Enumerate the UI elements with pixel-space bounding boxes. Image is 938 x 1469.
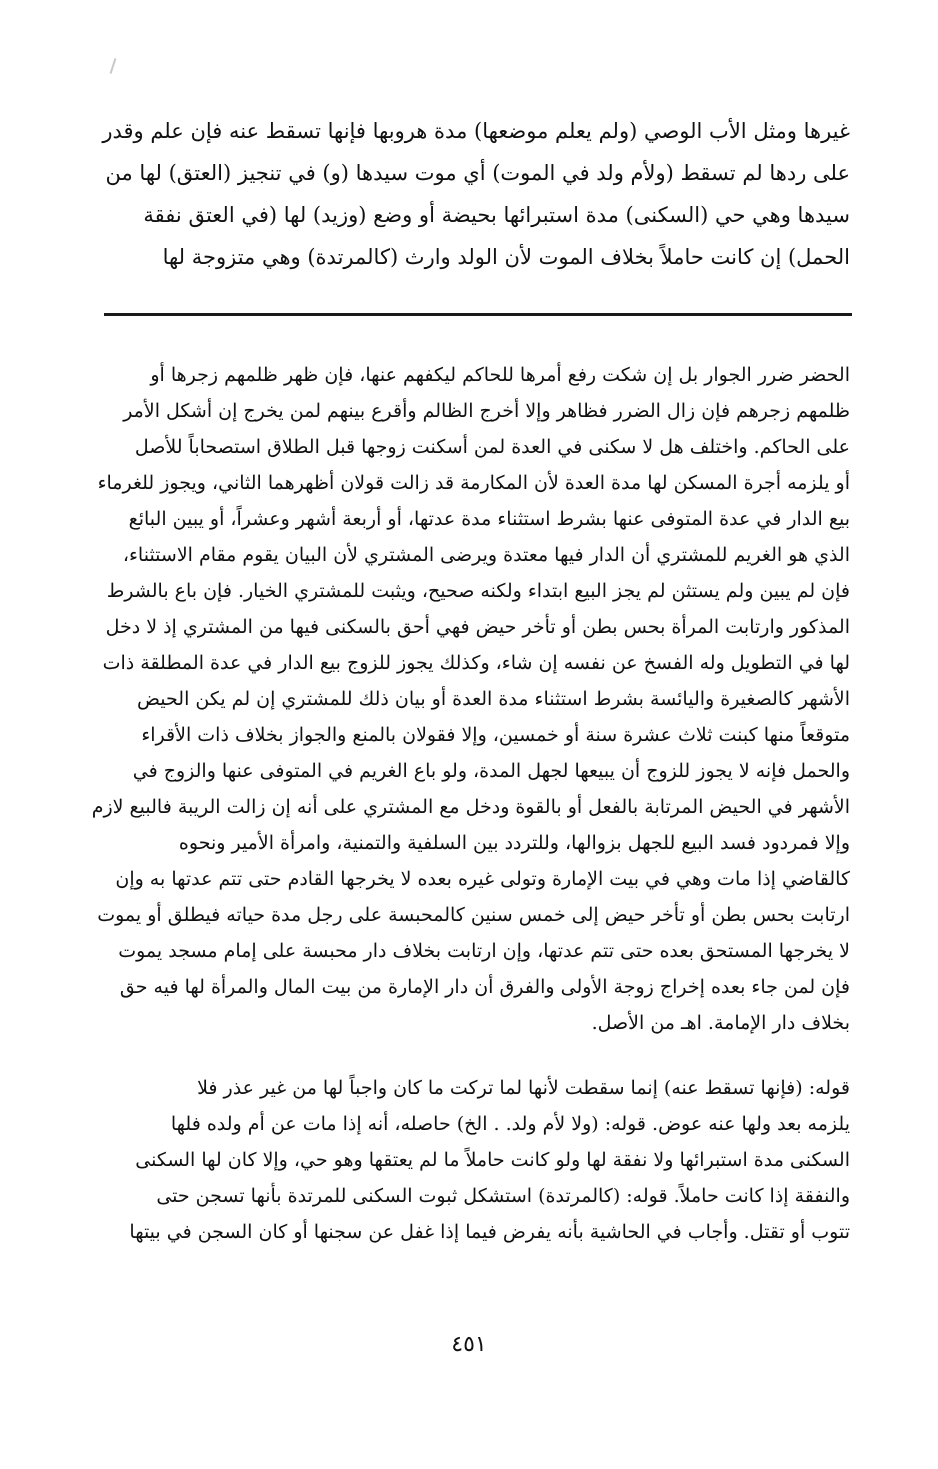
commentary-line: وإلا فمردود فسد البيع للجهل بزوالها، وللتردد بين السلفية والتمنية، وامرأة الأمير ونحوه	[178, 832, 850, 854]
commentary-line: ارتابت بحس بطن أو تأخر حيض إلى خمس سنين كالمحبسة على رجل مدة حياته فيطلق أو يموت	[97, 904, 850, 926]
commentary-line: ظلمهم زجرهم فإن زال الضرر فظاهر وإلا أخرج الظالم وأقرع بينهم لمن يخرج إن أشكل الأمر	[123, 400, 850, 422]
commentary-line: الذي هو الغريم للمشتري أن الدار فيها معتدة ويرضى المشتري لأن البيان يقوم مقام الاستثناء،	[122, 544, 850, 566]
commentary-line: على الحاكم. واختلف هل لا سكنى في العدة لمن أسكنت زوجها قبل الطلاق استصحاباً للأصل	[134, 436, 850, 458]
comment-line: السكنى مدة استبرائها ولا نفقة لها ولو كانت حاملاً ما لم يعتقها وهو حي، وإلا كان لها السكنى	[135, 1149, 850, 1171]
commentary-line: متوقعاً منها كبنت ثلاث عشرة سنة أو خمسين، وإلا فقولان بالمنع والجواز بخلاف ذات الأقراء	[141, 724, 850, 746]
commentary-line: بيع الدار في عدة المتوفى عنها بشرط استثناء مدة عدتها، أو أربعة أشهر وعشراً، أو يبين البائع	[128, 508, 850, 530]
commentary-line: المذكور وارتابت المرأة بحس بطن أو تأخر حيض فهي أحق بالسكنى فيها من المشتري إذ لا دخل	[105, 616, 850, 638]
commentary-line: والحمل فإنه لا يجوز للزوج أن يبيعها لجهل المدة، ولو باع الغريم في المتوفى عنها والزوج في	[132, 760, 850, 782]
commentary-line: لها في التطويل وله الفسخ عن نفسه إن شاء، وكذلك يجوز للزوج بيع الدار في عدة المطلقة ذات	[102, 652, 850, 674]
comment-line: قوله: (فإنها تسقط عنه) إنما سقطت لأنها لما تركت ما كان واجباً لها من غير عذر فلا	[197, 1077, 850, 1099]
footnote-divider	[104, 313, 852, 316]
comment-line: تتوب أو تقتل. وأجاب في الحاشية بأنه يفرض فيما إذا غفل عن سجنها أو كان السجن في بيتها	[129, 1221, 850, 1243]
commentary-line: لا يخرجها المستحق بعده حتى تتم عدتها، وإن ارتابت بخلاف دار محبسة على إمام مسجد يموت	[118, 940, 850, 962]
main-text-line: غيرها ومثل الأب الوصي (ولم يعلم موضعها) مدة هروبها فإنها تسقط عنه فإن علم وقدر	[102, 119, 850, 143]
commentary-line: الحضر ضرر الجوار بل إن شكت رفع أمرها للحاكم ليكفهم عنها، فإن ظهر ظلمهم زجرها أو	[150, 364, 850, 386]
page-number: ٤٥١	[451, 1332, 487, 1357]
commentary-line: الأشهر في الحيض المرتابة بالفعل أو بالقوة ودخل مع المشتري على أنه إن زالت الريبة فالبيع لازم	[91, 796, 850, 818]
commentary-line: أو يلزمه أجرة المسكن لها مدة العدة لأن المكارمة قد زالت قولان أظهرهما الثاني، ويجوز للغرماء	[97, 472, 850, 494]
main-text-line: الحمل) إن كانت حاملاً بخلاف الموت لأن الولد وارث (كالمرتدة) وهي متزوجة لها	[162, 245, 850, 269]
main-text-line: سيدها وهي حي (السكنى) مدة استبرائها بحيضة أو وضع (وزيد) لها (في العتق نفقة	[143, 203, 850, 227]
commentary-line: كالقاضي إذا مات وهي في بيت الإمارة وتولى غيره بعده لا يخرجها القادم حتى تتم عدتها به وإن	[115, 868, 850, 890]
commentary-line: فإن لم يبين ولم يستثن لم يجز البيع ابتداء ولكنه صحيح، ويثبت للمشتري الخيار. فإن باع بالشرط	[106, 580, 850, 602]
margin-mark	[110, 58, 117, 74]
commentary-line: الأشهر كالصغيرة واليائسة بشرط استثناء مدة العدة أو بيان ذلك للمشتري إن لم يكن الحيض	[137, 688, 850, 710]
main-text-line: على ردها لم تسقط (ولأم ولد في الموت) أي موت سيدها (و) في تنجيز (العتق) لها من	[105, 161, 850, 185]
comment-line: والنفقة إذا كانت حاملاً. قوله: (كالمرتدة) استشكل ثبوت السكنى للمرتدة بأنها تسجن حتى	[156, 1185, 850, 1207]
commentary-line: بخلاف دار الإمامة. اهـ من الأصل.	[591, 1012, 850, 1034]
commentary-line: فإن لمن جاء بعده إخراج زوجة الأولى والفرق أن دار الإمارة من بيت المال والمرأة لها فيه حق	[119, 976, 850, 998]
comment-line: يلزمه بعد ولها عنه عوض. قوله: (ولا لأم ولد. . الخ) حاصله، أنه إذا مات عن أم ولده فلها	[170, 1113, 850, 1135]
